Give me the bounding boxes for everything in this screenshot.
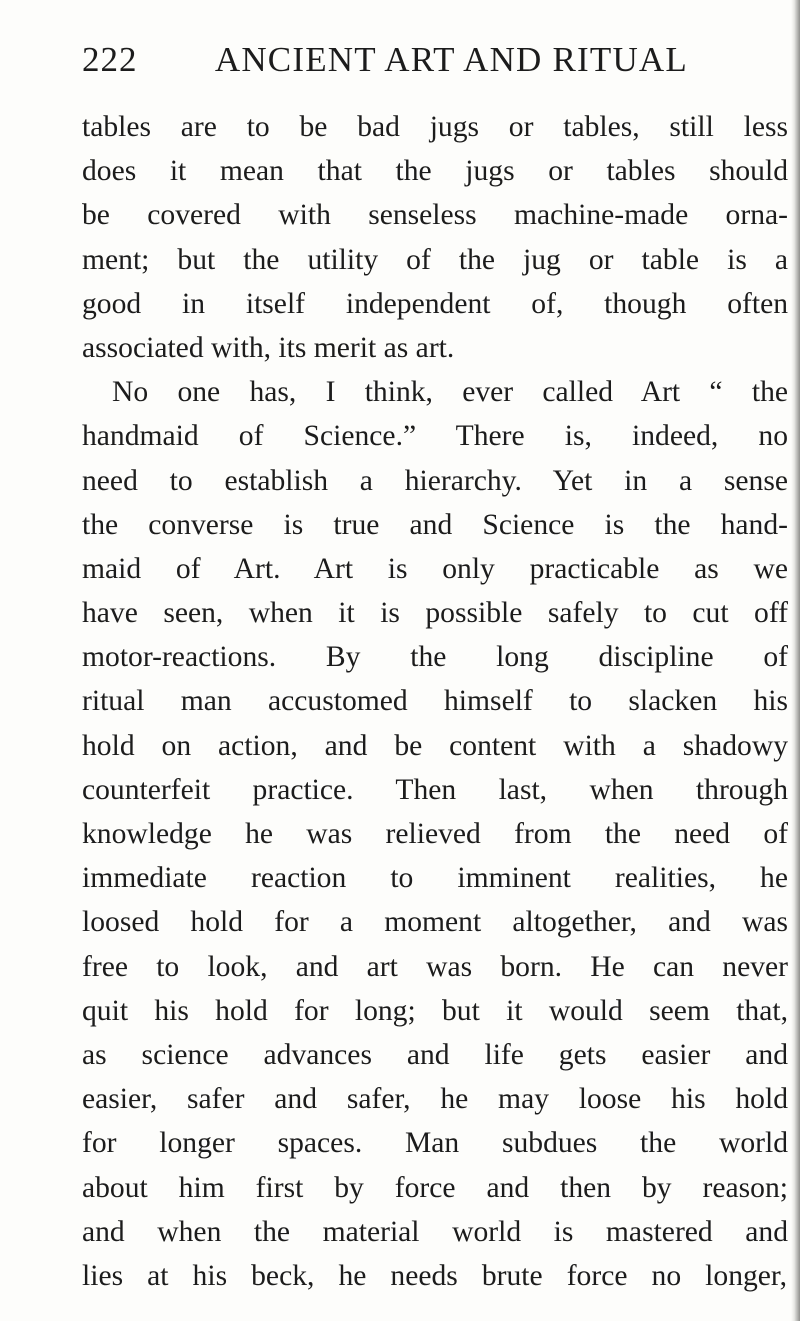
- text-line: knowledge he was relieved from the need of: [82, 818, 788, 850]
- text-line: free to look, and art was born. He can never: [82, 950, 788, 983]
- text-line: handmaid of Science.” There is, indeed, no: [82, 420, 788, 453]
- text-line: maid of Art. Art is only practicable as we: [82, 552, 788, 585]
- page-edge-shadow: [791, 0, 800, 1321]
- text-line: lies at his beck, he needs brute force no longer,: [82, 1259, 787, 1292]
- text-line: quit his hold for long; but it would seem that,: [82, 994, 788, 1027]
- text-line: tables are to be bad jugs or tables, still less: [82, 111, 788, 143]
- running-head: ANCIENT ART AND RITUAL: [214, 40, 688, 79]
- text-line: be covered with senseless machine-made orna-: [82, 199, 788, 232]
- text-line: and when the material world is mastered and: [82, 1215, 788, 1248]
- text-line: as science advances and life gets easier and: [82, 1038, 788, 1071]
- text-line: easier, safer and safer, he may loose his hold: [82, 1083, 788, 1116]
- text-line: about him first by force and then by reason;: [82, 1171, 788, 1204]
- text-line: ment; but the utility of the jug or table is a: [82, 243, 788, 276]
- text-line: good in itself independent of, though often: [82, 287, 788, 320]
- text-line: immediate reaction to imminent realities, he: [82, 862, 788, 895]
- text-line: hold on action, and be content with a shadowy: [82, 729, 788, 762]
- text-line: motor-reactions. By the long discipline of: [82, 641, 788, 674]
- text-line: counterfeit practice. Then last, when through: [82, 773, 788, 806]
- body-text: [82, 105, 788, 1298]
- text-line: have seen, when it is possible safely to cut off: [82, 597, 788, 630]
- text-line: ritual man accustomed himself to slacken his: [82, 685, 788, 718]
- text-line: does it mean that the jugs or tables should: [82, 155, 788, 188]
- text-line-paragraph-end: associated with, its merit as art.: [82, 331, 455, 364]
- text-line: loosed hold for a moment altogether, and was: [82, 906, 788, 939]
- page-number: 222: [82, 40, 138, 79]
- page-header: [82, 40, 688, 88]
- text-line: for longer spaces. Man subdues the world: [82, 1127, 788, 1160]
- text-line: need to establish a hierarchy. Yet in a sense: [82, 464, 788, 497]
- text-line: the converse is true and Science is the hand-: [82, 508, 788, 541]
- text-line-paragraph-start: No one has, I think, ever called Art “ the: [112, 376, 788, 409]
